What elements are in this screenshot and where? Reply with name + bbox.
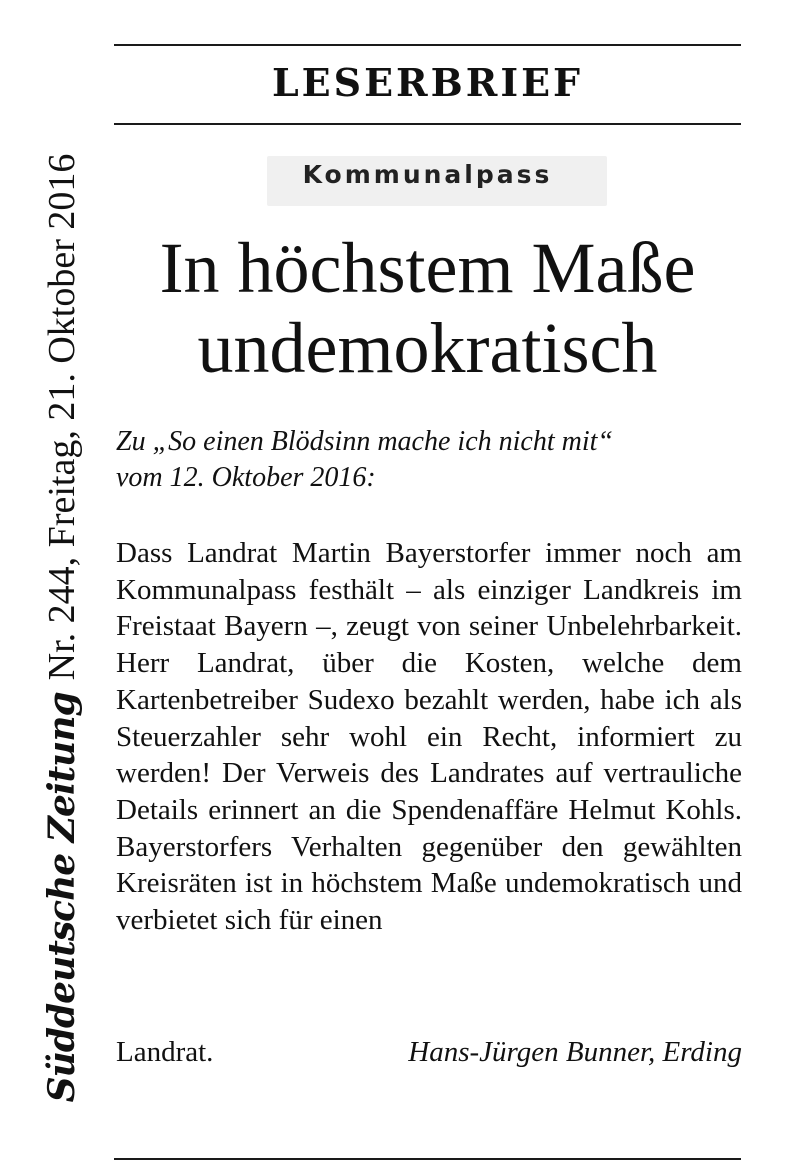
reference-line-1: Zu „So einen Blödsinn mache ich nicht mit“ [116,426,613,457]
letter-body [116,535,742,939]
headline-line-1: In höchstem Maße [159,228,696,308]
letter-author: Hans-Jürgen Bunner, Erding [408,1036,742,1068]
kicker: Kommunalpass [302,160,553,189]
source-citation [32,128,92,1128]
headline-line-2: undemokratisch [197,308,658,388]
reference-line-2: vom 12. Oktober 2016: [116,462,376,493]
signature-line [116,1034,742,1070]
bottom-rule [114,1158,741,1160]
newspaper-name: Süddeutsche Zeitung [41,692,83,1103]
section-rule [114,123,741,125]
issue-date: Nr. 244, Freitag, 21. Oktober 2016 [41,153,83,681]
section-title: LESERBRIEF [271,60,584,105]
letter-paragraph: Dass Landrat Martin Bayerstorfer immer noch am Kommunalpass festhält – als einziger Landkreis im Freistaat Bayern –, zeugt von seiner Unbelehrbarkeit. Herr Landrat, über die Kosten, welche dem Kartenbetreiber Sudexo bezahlt werden, habe ich als Steuerzahler sehr wohl ein Recht, informiert zu werden! Der Verweis des Landrates auf vertrauliche Details erinnert an die Spendenaffäre Helmut Kohls. Bayerstorfers Verhalten gegenüber den gewählten Kreisräten ist in höchstem Maße undemokratisch und verbietet sich für einen [116,537,742,937]
closing-word: Landrat. [116,1036,214,1068]
top-rule [114,44,741,46]
article-reference [116,424,742,496]
headline [114,228,741,388]
